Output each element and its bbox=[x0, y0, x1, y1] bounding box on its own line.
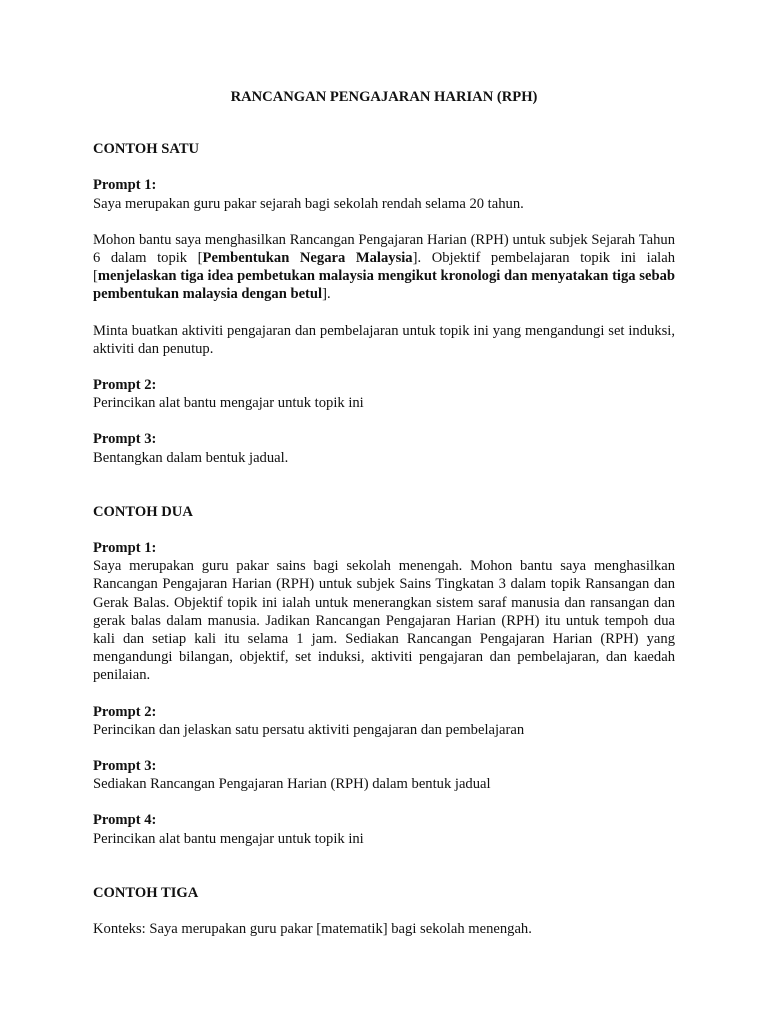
s1-prompt1-block bbox=[93, 176, 675, 212]
s2-prompt2-block bbox=[93, 703, 675, 739]
s1-prompt2-text: Perincikan alat bantu mengajar untuk topik ini bbox=[93, 395, 364, 412]
document-title: RANCANGAN PENGAJARAN HARIAN (RPH) bbox=[230, 89, 538, 105]
s2-prompt1-label: Prompt 1: bbox=[93, 540, 157, 557]
s2-prompt4-label: Prompt 4: bbox=[93, 812, 157, 829]
s1-p2-text-a: Mohon bantu saya menghasilkan Rancangan Pengajaran Harian (RPH) untuk subjek Sejarah Tahun 6 dalam topik [ bbox=[93, 231, 675, 267]
section-heading-contoh-satu: CONTOH SATU bbox=[93, 141, 200, 158]
s1-p2-text-c: ]. bbox=[322, 286, 331, 303]
s1-prompt3-label: Prompt 3: bbox=[93, 431, 157, 448]
s1-prompt1-paragraph3: Minta buatkan aktiviti pengajaran dan pembelajaran untuk topik ini yang mengandungi set induksi, aktiviti dan penutup. bbox=[93, 322, 675, 357]
s1-p2-objective: menjelaskan tiga idea pembetukan malaysia mengikut kronologi dan menyatakan tiga sebab pembentukan malaysia dengan betul bbox=[93, 268, 675, 303]
s1-prompt1-paragraph2 bbox=[93, 231, 675, 304]
s1-prompt2-label: Prompt 2: bbox=[93, 377, 157, 394]
s1-prompt3-text: Bentangkan dalam bentuk jadual. bbox=[93, 449, 289, 466]
section-heading-contoh-tiga: CONTOH TIGA bbox=[93, 884, 199, 901]
s2-prompt4-block bbox=[93, 811, 675, 847]
s1-p2-text-b: ]. Objektif pembelajaran topik ini ialah [ bbox=[93, 250, 675, 285]
section-contoh-dua bbox=[93, 503, 675, 848]
section-contoh-satu bbox=[93, 140, 675, 467]
section-heading-contoh-dua: CONTOH DUA bbox=[93, 503, 193, 520]
s1-prompt2-block bbox=[93, 376, 675, 412]
s2-prompt4-text: Perincikan alat bantu mengajar untuk topik ini bbox=[93, 830, 364, 847]
s2-prompt3-text: Sediakan Rancangan Pengajaran Harian (RPH) dalam bentuk jadual bbox=[93, 776, 491, 793]
s1-prompt1-label: Prompt 1: bbox=[93, 177, 157, 194]
s1-p2-topic: Pembentukan Negara Malaysia bbox=[202, 250, 413, 267]
s1-prompt1-line1: Saya merupakan guru pakar sejarah bagi sekolah rendah selama 20 tahun. bbox=[93, 195, 524, 212]
s2-prompt1-block bbox=[93, 539, 675, 685]
s2-prompt1-text: Saya merupakan guru pakar sains bagi sekolah menengah. Mohon bantu saya menghasilkan Rancangan Pengajaran Harian (RPH) untuk subjek Sains Tingkatan 3 dalam topik Ransangan dan Gerak Balas. Objektif topik ini ialah untuk menerangkan sistem saraf manusia dan ransangan dan gerak balas dalam manusia. Jadikan Rancangan Pengajaran Harian (RPH) itu untuk tempoh dua kali dan setiap kali itu selama 1 jam. Sediakan Rancangan Pengajaran Harian (RPH) yang mengandungi bilangan, objektif, set induksi, aktiviti pengajaran dan pembelajaran, dan kaedah penilaian. bbox=[93, 558, 675, 684]
s1-prompt3-block bbox=[93, 430, 675, 466]
s2-prompt2-text: Perincikan dan jelaskan satu persatu aktiviti pengajaran dan pembelajaran bbox=[93, 721, 525, 738]
s2-prompt3-label: Prompt 3: bbox=[93, 758, 157, 775]
section-contoh-tiga bbox=[93, 884, 675, 938]
s3-context-text: Konteks: Saya merupakan guru pakar [matematik] bagi sekolah menengah. bbox=[93, 921, 532, 938]
s2-prompt2-label: Prompt 2: bbox=[93, 703, 157, 720]
s2-prompt3-block bbox=[93, 757, 675, 793]
